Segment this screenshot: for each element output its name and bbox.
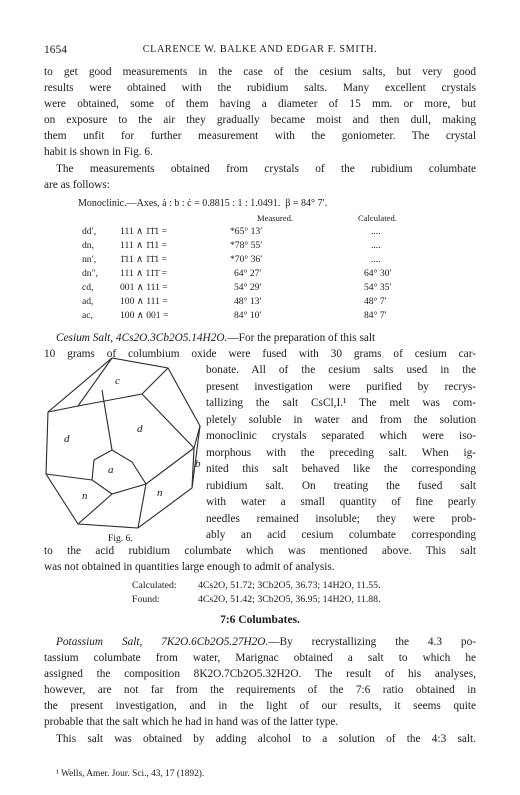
cesium-title: Cesium Salt, 4Cs2O.3Cb2O5.14H2O.: [56, 332, 228, 344]
page-number: 1654: [44, 44, 67, 56]
cesium-first-line: [56, 330, 476, 346]
table-row-measured: 64° 27′: [234, 268, 262, 279]
table-row-calculated: ....: [371, 254, 381, 265]
found-label: Found:: [132, 594, 160, 605]
table-row-angle: 100 ∧ 001 =: [120, 310, 169, 321]
axes-line: [78, 198, 327, 209]
intro-line: to get good measurements in the case of the cesium salts, but very good: [44, 66, 476, 78]
table-row-face: dn,: [82, 240, 94, 251]
table-row-calculated: 84° 7′: [364, 310, 387, 321]
cesium-wrapped-line: needles remained insoluble; they were prob-: [206, 512, 476, 525]
cesium-wrapped-line: ably an acid cesium columbate corresponding: [206, 529, 476, 541]
running-title: CLARENCE W. BALKE AND EDGAR F. SMITH.: [142, 44, 378, 55]
potassium-title: Potassium Salt, 7K2O.6Cb2O5.27H2O.: [56, 636, 269, 648]
intro-line: The measurements obtained from crystals of the rubidium columbate: [56, 163, 476, 175]
table-row-calculated: 48° 7′: [364, 296, 387, 307]
table-row-measured: 48° 13′: [234, 296, 262, 307]
calculated-label: Calculated:: [132, 580, 177, 591]
crystal-edge: [138, 484, 146, 528]
cesium-wrapped-line: bonate. All of the cesium salts used in the: [206, 364, 476, 376]
intro-line: on exposure to the air they gradually became moist and then dull, making: [44, 114, 476, 126]
face-label-d-center: d: [137, 423, 143, 435]
face-label-d-left: d: [64, 433, 70, 445]
face-label-n-right: n: [157, 487, 163, 499]
table-row-measured: 54° 29′: [234, 282, 262, 293]
table-row-face: ad,: [82, 296, 94, 307]
intro-line: them unfit for further measurement with the goniometer. The crystal: [44, 130, 476, 142]
potassium-line: tassium columbate from water, Marignac obtained a salt to which he: [44, 652, 476, 664]
table-row-face: ac,: [82, 310, 93, 321]
cesium-wrapped-line: present investigation were purified by recrys-: [206, 380, 476, 393]
found-value: 4Cs2O, 51.42; 3Cb2O5, 36.95; 14H2O, 11.88.: [198, 594, 381, 605]
cesium-first-line-rest: —For the preparation of this salt: [227, 332, 376, 344]
table-row-calculated: ....: [371, 240, 381, 251]
axes-label: Monoclinic.—Axes,: [78, 198, 163, 209]
table-row-calculated: ....: [371, 226, 381, 237]
axes-beta: β = 84° 7′.: [285, 198, 328, 209]
intro-line: were obtained, some of them having a diameter of 15 mm. or more, but: [44, 98, 476, 110]
calculated-value: 4Cs2O, 51.72; 3Cb2O5, 36.73; 14H2O, 11.55.: [198, 580, 381, 591]
table-row-face: dd′,: [82, 226, 97, 237]
crystal-figure: [42, 354, 204, 532]
table-row-measured: *65° 13′: [230, 226, 263, 237]
potassium-line: however, are not far from the requirements of the 7:6 ratio obtained in: [44, 684, 476, 696]
potassium-line: —By recrystallizing the 4.3 po-: [268, 636, 476, 648]
cesium-wrapped-line: tallizing the salt CsCl,I.¹ The melt was com-: [206, 397, 476, 409]
intro-line: results were obtained with the rubidium salts. Many excellent crystals: [44, 82, 476, 94]
crystal-edge: [132, 462, 146, 484]
table-row-face: cd,: [82, 282, 94, 293]
table-row-angle: 001 ∧ 111 =: [120, 282, 168, 293]
crystal-edge: [102, 390, 112, 450]
intro-line: habit is shown in Fig. 6.: [44, 146, 153, 158]
table-row-face: nn′,: [82, 254, 97, 265]
footnote: ¹ Wells, Amer. Jour. Sci., 43, 17 (1892).: [56, 769, 205, 779]
table-row-angle: 111 ∧ 1̄1̄1 =: [120, 226, 167, 237]
potassium-line: This salt was obtained by adding alcohol to a solution of the 4:3 salt.: [56, 733, 476, 745]
crystal-edge: [46, 474, 92, 480]
table-row-angle: 100 ∧ 111 =: [120, 296, 168, 307]
table-row-measured: 84° 10′: [234, 310, 262, 321]
table-row-measured: *70° 36′: [230, 254, 263, 265]
potassium-line: the present investigation, and in the light of our results, it seems quite: [44, 700, 476, 712]
page-header: [44, 44, 476, 58]
table-row-calculated: 54° 35′: [364, 282, 392, 293]
cesium-after-line: to the acid rubidium columbate which was mentioned above. This salt: [44, 545, 476, 557]
potassium-line: probable that the salt which he had in hand was of the latter type.: [44, 716, 339, 728]
cesium-wrapped-line: morphous with the preceding salt. When ig-: [206, 446, 476, 459]
table-row-angle: 111 ∧ 1̄11 =: [120, 240, 167, 251]
cesium-wrapped-line: rubidium salt. On treating the fused salt: [206, 479, 476, 492]
cesium-wrapped-line: nited this salt behaved like the corresponding: [206, 463, 476, 475]
potassium-first-line: [56, 634, 476, 650]
table-row-calculated: 64° 30′: [364, 268, 392, 279]
axes-ratio: ȧ : b : ċ = 0.8815 : 1 : 1.0491.: [162, 198, 281, 209]
intro-line: are as follows:: [44, 179, 110, 191]
table-row-angle: 111 ∧ 11̄1̄ =: [120, 268, 167, 279]
table-row-measured: *78° 55′: [230, 240, 263, 251]
face-label-a: a: [108, 464, 114, 476]
cesium-after-line: was not obtained in quantities large enough to admit of analysis.: [44, 561, 335, 573]
table-row-angle: 1̄11 ∧ 1̄1̄1 =: [120, 254, 167, 265]
figure-caption: Fig. 6.: [108, 533, 133, 544]
face-label-b: b: [195, 458, 201, 470]
potassium-line: assigned the composition 8K2O.7Cb2O5.32H2O. The result of his analyses,: [44, 668, 476, 680]
cesium-wrapped-line: pletely soluble in water and from the solution: [206, 413, 476, 426]
measured-header: Measured.: [257, 213, 294, 223]
cesium-line: 10 grams of columbium oxide were fused with 30 grams of cesium car-: [44, 348, 476, 360]
table-row-face: dn″,: [82, 268, 98, 279]
face-label-c: c: [115, 375, 120, 387]
cesium-wrapped-line: with water a small quantity of fine pearly: [206, 496, 476, 508]
face-label-n-left: n: [82, 490, 88, 502]
calculated-header: Calculated.: [358, 213, 397, 223]
cesium-wrapped-line: monoclinic crystals separated which were iso-: [206, 430, 476, 442]
section-heading: 7:6 Columbates.: [220, 614, 300, 626]
